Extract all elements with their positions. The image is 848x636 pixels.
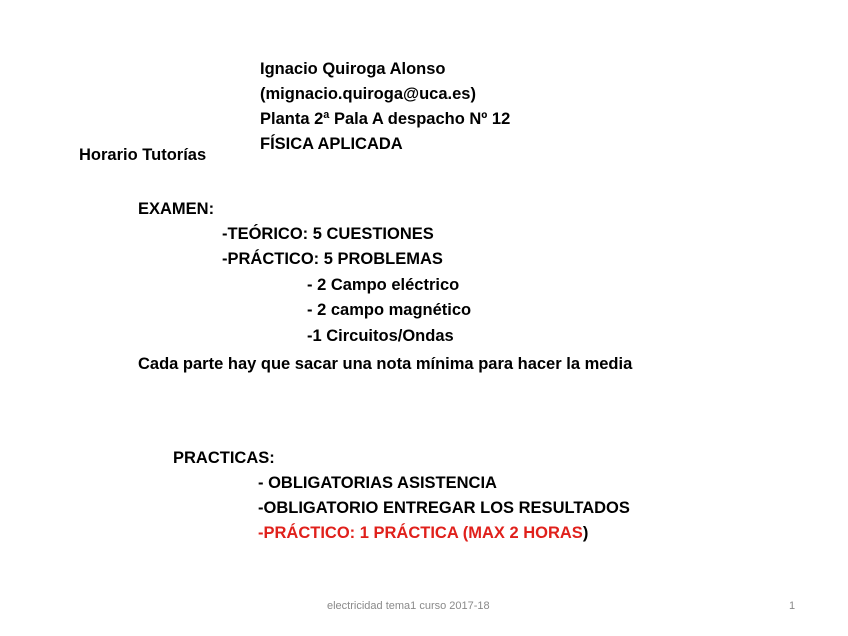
- practicas-closing-paren: ): [582, 524, 589, 542]
- exam-heading: EXAMEN:: [138, 200, 215, 218]
- footer-text: electricidad tema1 curso 2017-18: [327, 600, 490, 612]
- contact-email: (mignacio.quiroga@uca.es): [260, 85, 476, 103]
- contact-office: Planta 2ª Pala A despacho Nº 12: [260, 110, 511, 128]
- exam-theory-item: -TEÓRICO: 5 CUESTIONES: [222, 225, 434, 243]
- practicas-highlight-text: -PRÁCTICO: 1 PRÁCTICA (MAX 2 HORAS: [258, 524, 583, 542]
- tutorias-label: Horario Tutorías: [79, 146, 207, 164]
- exam-problem-item: - 2 Campo eléctrico: [307, 276, 460, 294]
- practicas-item: - OBLIGATORIAS ASISTENCIA: [258, 474, 497, 492]
- exam-practice-item: -PRÁCTICO: 5 PROBLEMAS: [222, 250, 443, 268]
- exam-problem-item: - 2 campo magnético: [307, 301, 472, 319]
- practicas-item: -OBLIGATORIO ENTREGAR LOS RESULTADOS: [258, 499, 630, 517]
- subject-title: FÍSICA APLICADA: [260, 135, 403, 153]
- contact-name: Ignacio Quiroga Alonso: [260, 60, 446, 78]
- practicas-item-highlight: [258, 523, 588, 543]
- page-number: 1: [789, 600, 796, 612]
- exam-note: Cada parte hay que sacar una nota mínima para hacer la media: [138, 355, 633, 373]
- exam-problem-item: -1 Circuitos/Ondas: [307, 327, 454, 345]
- practicas-heading: PRACTICAS:: [173, 449, 275, 467]
